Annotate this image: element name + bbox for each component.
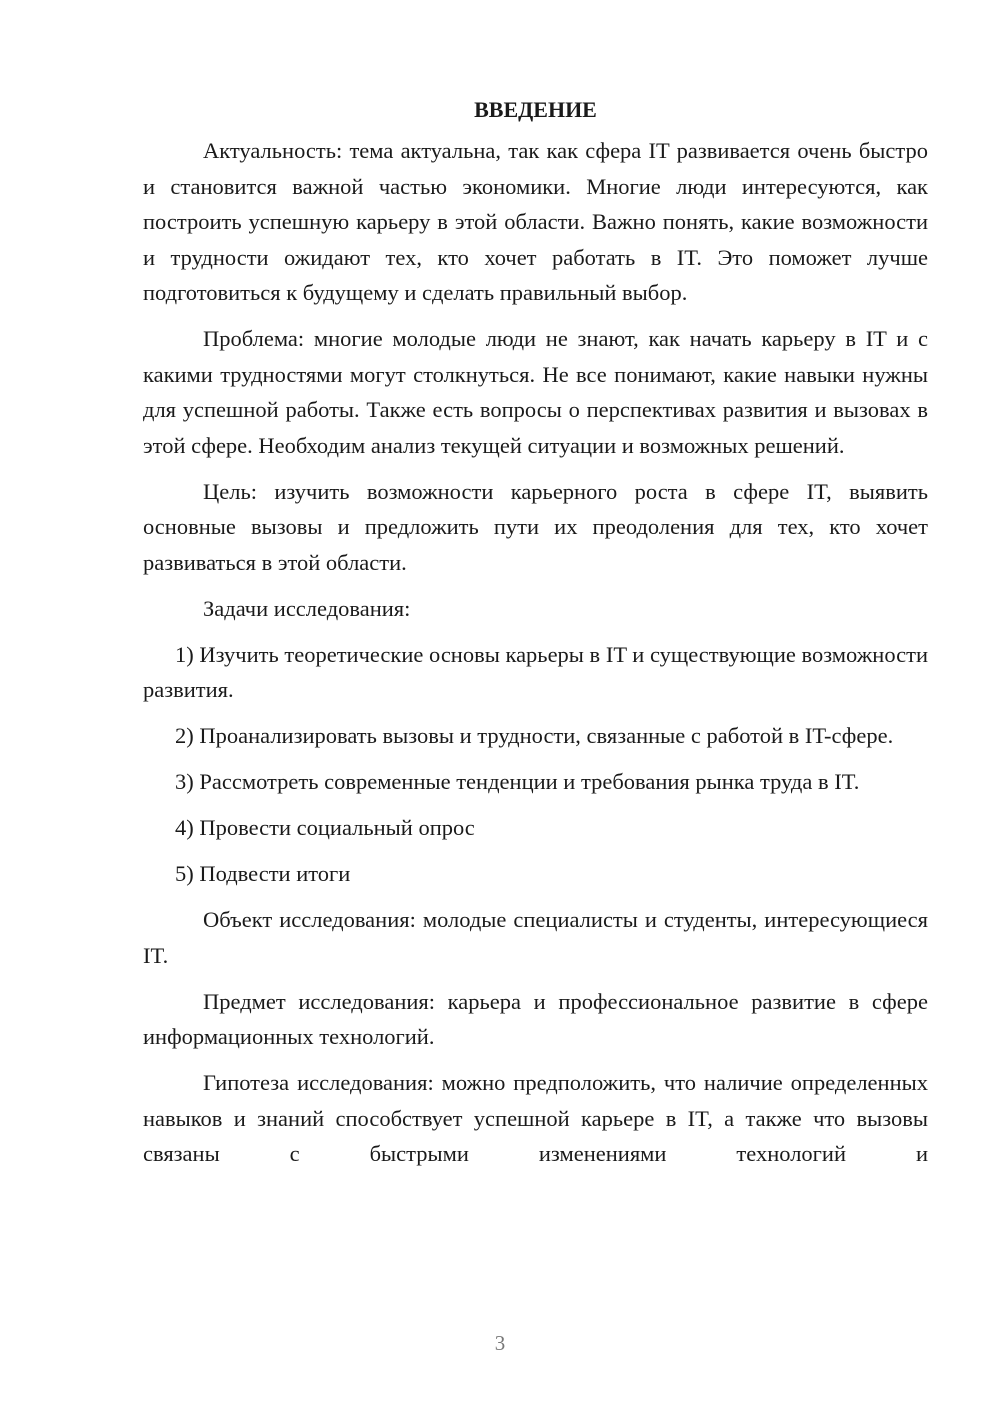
task-item-2: 2) Проанализировать вызовы и трудности, связанные с работой в IT-сфере. — [175, 723, 894, 748]
problem-paragraph: Проблема: многие молодые люди не знают, как начать карьеру в IT и с какими трудностями могут столкнуться. Не все понимают, какие навыки нужны для успешной работы. Также есть вопросы о перспективах развития и вызовах в этой сфере. Необходим анализ текущей ситуации и возможных решений. — [143, 326, 928, 458]
task-item-5: 5) Подвести итоги — [175, 861, 351, 886]
hypothesis-paragraph: Гипотеза исследования: можно предположить, что наличие определенных навыков и знаний способствует успешной карьере в IT, а также что вызовы связаны с быстрыми изменениями технологий и — [143, 1070, 928, 1166]
page-number: 3 — [494, 1331, 506, 1355]
task-item-3: 3) Рассмотреть современные тенденции и требования рынка труда в IT. — [175, 769, 860, 794]
relevance-paragraph: Актуальность: тема актуальна, так как сфера IT развивается очень быстро и становится важной частью экономики. Многие люди интересуются, как построить успешную карьеру в этой области. Важно понять, какие возможности и трудности ожидают тех, кто хочет работать в IT. Это поможет лучше подготовиться к будущему и сделать правильный выбор. — [143, 138, 928, 305]
task-item-4: 4) Провести социальный опрос — [175, 815, 475, 840]
tasks-heading: Задачи исследования: — [203, 595, 411, 621]
page-content — [143, 92, 928, 1182]
object-paragraph: Объект исследования: молодые специалисты и студенты, интересующиеся IT. — [143, 907, 928, 968]
subject-paragraph: Предмет исследования: карьера и профессиональное развитие в сфере информационных технологий. — [143, 988, 928, 1049]
section-title: ВВЕДЕНИЕ — [474, 97, 597, 122]
task-item-1: 1) Изучить теоретические основы карьеры в IT и существующие возможности развития. — [143, 641, 928, 702]
goal-paragraph: Цель: изучить возможности карьерного роста в сфере IT, выявить основные вызовы и предложить пути их преодоления для тех, кто хочет развиваться в этой области. — [143, 478, 928, 575]
